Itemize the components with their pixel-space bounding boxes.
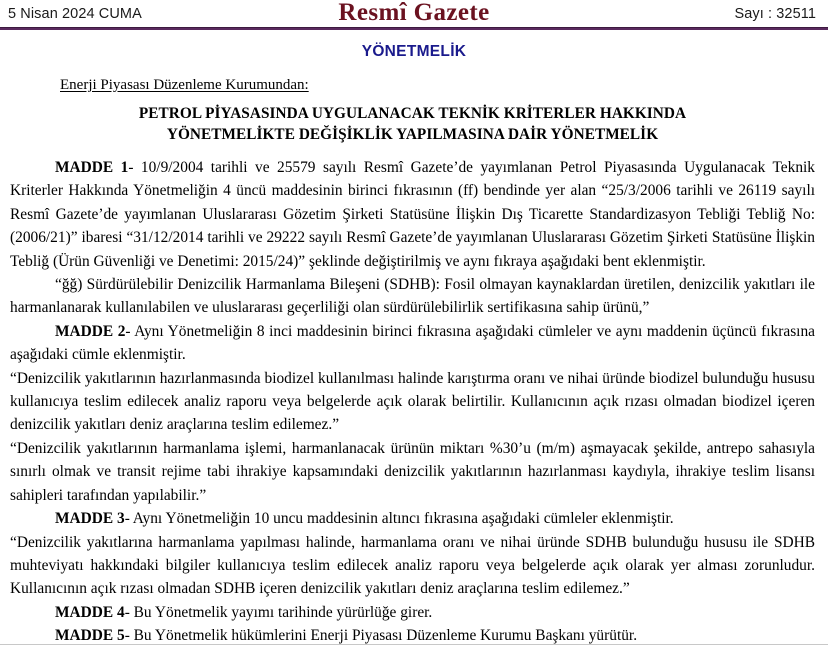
issue-number: Sayı : 32511 — [734, 6, 816, 22]
document-type-heading: YÖNETMELİK — [361, 43, 467, 60]
issuer-line-wrap — [10, 61, 815, 94]
article-1-body: - 10/9/2004 tarihli ve 25579 sayılı Resmî Gazete’de yayımlanan Petrol Piyasasında Uygulanacak Teknik Kriterler Hakkında Yönetmeliğin 4 üncü maddesinin birinci fıkrasının (ff) bendinde yer alan “25/3/2006 tarihli ve 26119 sayılı Resmî Gazete’de yayımlanan Uluslararası Gözetim Şirketi Statüsüne İlişkin Dış Ticarette Standardizasyon Tebliği Tebliğ No: (2006/21)” ibaresi “31/12/2014 tarihli ve 29222 sayılı Resmî Gazete’de yayımlanan Uluslararası Gözetim Şirketi Statüsüne İlişkin Tebliğ (Ürün Güvenliği ve Denetimi: 2015/24)” şeklinde değiştirilmiş ve aynı fıkraya aşağıdaki bent eklenmiştir. — [10, 159, 815, 270]
gazette-masthead — [0, 0, 828, 27]
regulation-title — [10, 103, 815, 145]
document-body — [10, 156, 815, 648]
article-5-label: MADDE 5 — [55, 627, 125, 645]
article-4-body: - Bu Yönetmelik yayımı tarihinde yürürlüğe girer. — [124, 603, 433, 621]
header-divider — [0, 27, 828, 30]
article-2-quote-b: “Denizcilik yakıtlarının harmanlama işlemi, harmanlanacak ürünün miktarı %30’u (m/m) aşmayacak şekilde, antrepo sahasıyla sınırlı olmak ve transit rejime tabi ihrakiye kapsamındaki denizcilik yakıtlarının hazırlanması kaydıyla, ihrakiye teslim lisansı sahipleri tarafından yapılabilir.” — [10, 439, 815, 504]
regulation-title-line-2: YÖNETMELİKTE DEĞİŞİKLİK YAPILMASINA DAİR YÖNETMELİK — [166, 126, 659, 143]
article-4-paragraph — [10, 601, 815, 624]
article-2-body: - Aynı Yönetmeliğin 8 inci maddesinin birinci fıkrasına aşağıdaki cümleler ve aynı maddenin üçüncü fıkrasına aşağıdaki cümle eklenmiştir. — [10, 322, 815, 364]
article-3-body: - Aynı Yönetmeliğin 10 uncu maddesinin altıncı fıkrasına aşağıdaki cümleler eklenmiştir. — [124, 510, 674, 528]
article-1-paragraph — [10, 156, 815, 273]
regulation-title-line-1: PETROL PİYASASINDA UYGULANACAK TEKNİK KRİTERLER HAKKINDA — [138, 105, 687, 122]
article-3-paragraph — [10, 507, 815, 530]
gazette-name: Resmî Gazete — [338, 0, 490, 26]
article-3-label: MADDE 3 — [55, 510, 125, 528]
article-5-body: - Bu Yönetmelik hükümlerini Enerji Piyasası Düzenleme Kurumu Başkanı yürütür. — [124, 627, 638, 645]
article-1-label: MADDE 1 — [55, 159, 129, 176]
article-3-quote: “Denizcilik yakıtlarına harmanlama yapılması halinde, harmanlama oranı ve nihai üründe SDHB bulunduğu hususu ile SDHB muhteviyatı hakkındaki bilgiler kullanıcıya teslim edilecek analiz raporu veya belgelerde açık olarak yer alması zorunludur. Kullanıcının açık rızası olmadan SDHB içeren denizcilik yakıtları deniz araçlarına teslim edilemez.” — [10, 533, 815, 598]
article-2-quote-a: “Denizcilik yakıtlarının hazırlanmasında biodizel kullanılması halinde karıştırma oranı ve nihai üründe biodizel bulunduğu hususu kullanıcıya teslim edilecek analiz raporu veya belgelerde açık olarak belirtilir. Kullanıcının açık rızası olmadan biodizel içeren denizcilik yakıtları deniz araçlarına teslim edilemez.” — [10, 369, 815, 434]
article-2-paragraph — [10, 320, 815, 367]
publication-date: 5 Nisan 2024 CUMA — [8, 6, 142, 22]
article-4-label: MADDE 4 — [55, 603, 125, 621]
clause-gg-paragraph: “ğğ) Sürdürülebilir Denizcilik Harmanlama Bileşeni (SDHB): Fosil olmayan kaynaklardan üretilen, denizcilik yakıtları ile harmanlanarak kullanılabilen ve uluslararası geçerliliği olan sürdürülebilirlik sertifikasına sahip ürünü,” — [10, 276, 815, 317]
issuing-authority: Enerji Piyasası Düzenleme Kurumundan: — [60, 77, 309, 93]
article-2-label: MADDE 2 — [55, 322, 126, 340]
document-content — [0, 61, 828, 648]
